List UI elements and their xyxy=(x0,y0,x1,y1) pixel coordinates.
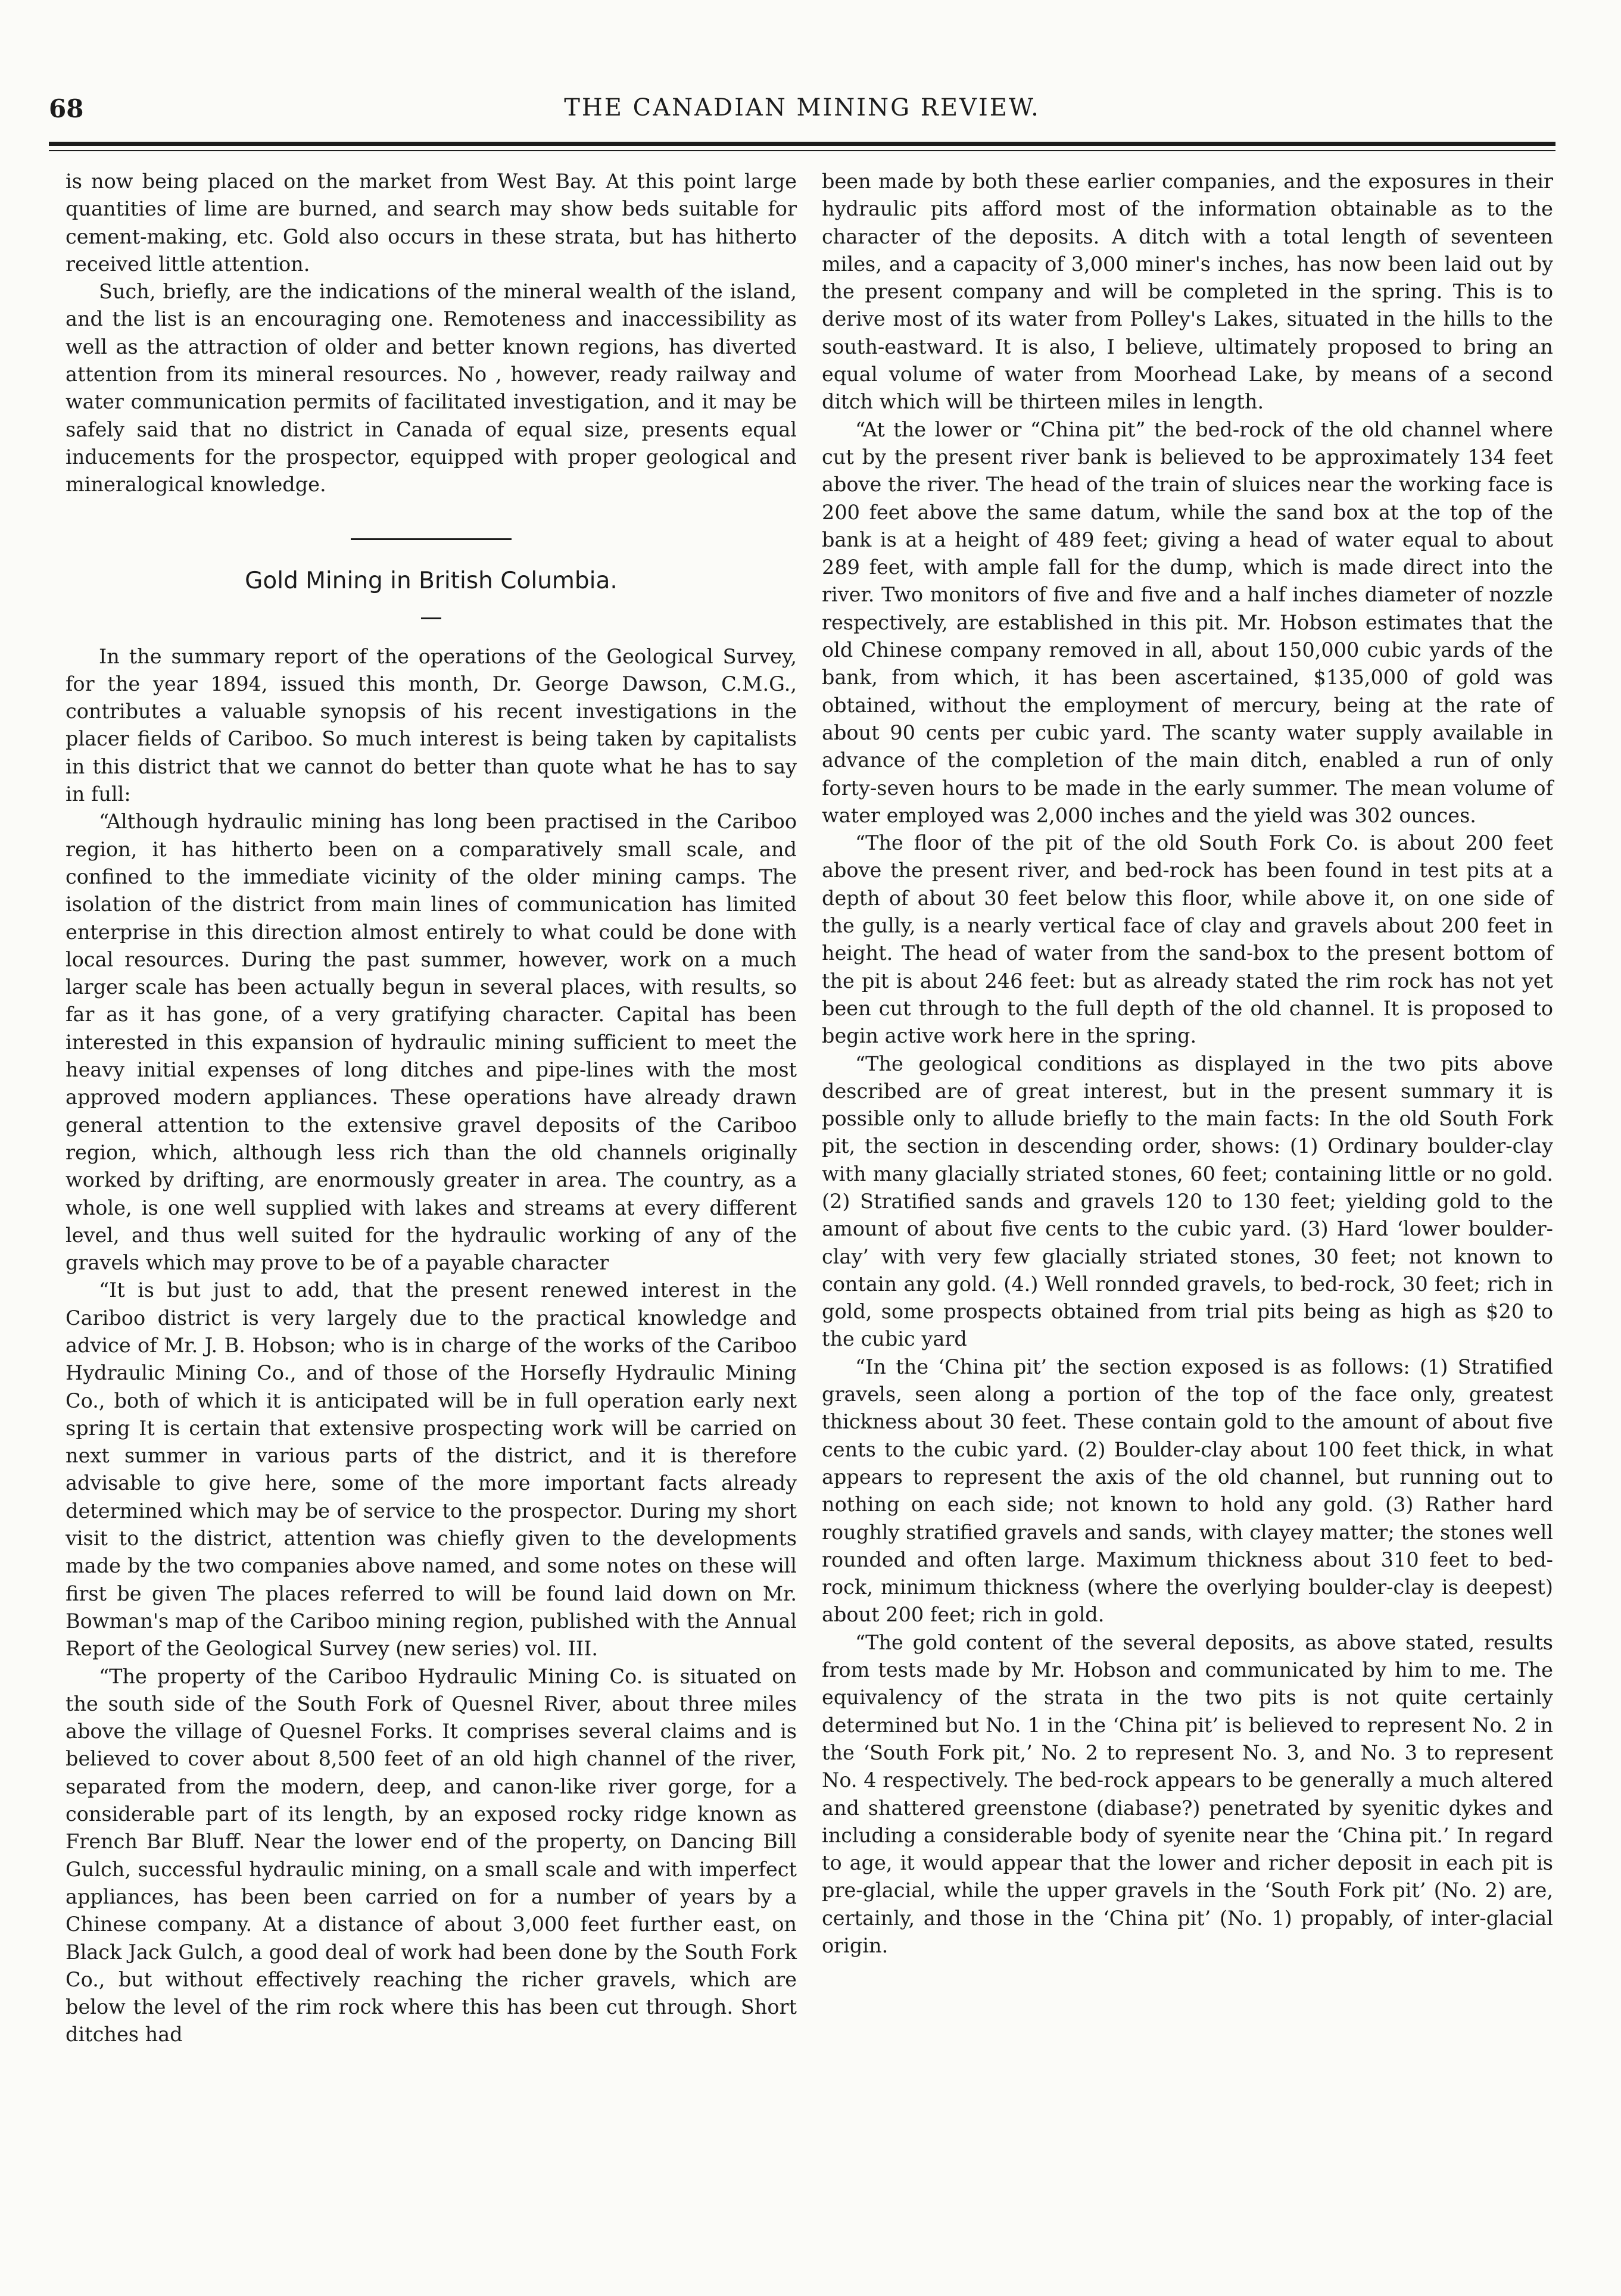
title-dash xyxy=(421,617,441,619)
paragraph: is now being placed on the market from West Bay. At this point large quantities of lime are burned, and search may show beds suitable for cement-making, etc. Gold also occurs in these strata, but has hitherto received little attention. xyxy=(66,170,797,276)
paragraph: “The geological conditions as displayed in the two pits above described are of great interest, but in the present summary it is possible only to allude briefly to the main facts: In the old South Fork pit, the section in descending order, shows: (1) Ordinary boulder-clay with many glacially striated stones, 60 feet; containing little or no gold. (2) Stratified sands and gravels 120 to 130 feet; yielding gold to the amount of about five cents to the cubic yard. (3) Hard ‘lower boulder-clay’ with very few glacially striated stones, 30 feet; not known to contain any gold. (4.) Well ronnded gravels, to bed-rock, 30 feet; rich in gold, some prospects obtained from trial pits being as high as $20 to the cubic yard xyxy=(822,1052,1553,1351)
article-title: Gold Mining in British Columbia. xyxy=(245,567,618,594)
left-column xyxy=(66,168,797,2049)
header-rule-thin xyxy=(49,150,1555,151)
page-number: 68 xyxy=(49,94,84,123)
section-divider xyxy=(351,538,512,540)
paragraph: “In the ‘China pit’ the section exposed is as follows: (1) Stratified gravels, seen along a portion of the top of the face only, greatest thickness about 30 feet. These contain gold to the amount of about five cents to the cubic yard. (2) Boulder-clay about 100 feet thick, in what appears to represent the axis of the old channel, but running out to nothing on each side; not known to hold any gold. (3) Rather hard roughly stratified gravels and sands, with clayey matter; the stones well rounded and often large. Maximum thickness about 310 feet to bed-rock, minimum thickness (where the overlying boulder-clay is deepest) about 200 feet; rich in gold. xyxy=(822,1355,1553,1627)
paragraph: “It is but just to add, that the present renewed interest in the Cariboo district is very largely due to the practical knowledge and advice of Mr. J. B. Hobson; who is in charge of the works of the Cariboo Hydraulic Mining Co., and of those of the Horsefly Hydraulic Mining Co., both of which it is anticipated will be in full operation early next spring It is certain that extensive prospecting work will be carried on next summer in various parts of the district, and it is therefore advisable to give here, some of the more important facts already determined which may be of service to the prospector. During my short visit to the district, attention was chiefly given to the developments made by the two companies above named, and some notes on these will first be given The places referred to will be found laid down on Mr. Bowman's map of the Cariboo mining region, published with the Annual Report of the Geological Survey (new series) vol. III. xyxy=(66,1278,797,1661)
header-rule-thick xyxy=(49,142,1555,146)
paragraph: “The gold content of the several deposits, as above stated, results from tests made by Mr. Hobson and communicated by him to me. The equivalency of the strata in the two pits is not quite certainly determined but No. 1 in the ‘China pit’ is believed to represent No. 2 in the ‘South Fork pit,’ No. 2 to represent No. 3, and No. 3 to represent No. 4 respectively. The bed-rock appears to be generally a much altered and shattered greenstone (diabase?) penetrated by syenitic dykes and including a considerable body of syenite near the ‘China pit.’ In regard to age, it would appear that the lower and richer deposit in each pit is pre-glacial, while the upper gravels in the ‘South Fork pit’ (No. 2) are, certainly, and those in the ‘China pit’ (No. 1) propably, of inter-glacial origin. xyxy=(822,1630,1553,1957)
paragraph: “Although hydraulic mining has long been practised in the Cariboo region, it has hitherto been on a comparatively small scale, and confined to the immediate vicinity of the older mining camps. The isolation of the district from main lines of communication has limited enterprise in this direction almost entirely to what could be done with local resources. During the past summer, however, work on a much larger scale has been actually begun in several places, with results, so far as it has gone, of a very gratifying character. Capital has been interested in this expansion of hydraulic mining sufficient to meet the heavy initial expenses of long ditches and pipe-lines with the most approved modern appliances. These operations have already drawn general attention to the extensive gravel deposits of the Cariboo region, which, although less rich than the old channels originally worked by drifting, are enormously greater in area. The country, as a whole, is one well supplied with lakes and streams at every different level, and thus well suited for the hydraulic working of any of the gravels which may prove to be of a payable character xyxy=(66,810,797,1275)
paragraph: Such, briefly, are the indications of the mineral wealth of the island, and the list is an encouraging one. Remoteness and inaccessibility as well as the attraction of older and better known regions, has diverted attention from its mineral resources. No , however, ready railway and water communication permits of facilitated investigation, and it may be safely said that no district in Canada of equal size, presents equal inducements for the prospector, equipped with proper geological and mineralogical knowledge. xyxy=(66,280,797,497)
page-header xyxy=(49,94,1555,130)
right-column xyxy=(822,168,1553,1960)
paragraph: “The property of the Cariboo Hydraulic Mining Co. is situated on the south side of the South Fork of Quesnel River, about three miles above the village of Quesnel Forks. It comprises several claims and is believed to cover about 8,500 feet of an old high channel of the river, separated from the modern, deep, and canon-like river gorge, for a considerable part of its length, by an exposed rocky ridge known as French Bar Bluff. Near the lower end of the property, on Dancing Bill Gulch, successful hydraulic mining, on a small scale and with imperfect appliances, has been been carried on for a number of years by a Chinese company. At a distance of about 3,000 feet further east, on Black Jack Gulch, a good deal of work had been done by the South Fork Co., but without effectively reaching the richer gravels, which are below the level of the rim rock where this has been cut through. Short ditches had xyxy=(66,1664,797,2047)
paragraph: been made by both these earlier companies, and the exposures in their hydraulic pits afford most of the information obtainable as to the character of the deposits. A ditch with a total length of seventeen miles, and a capacity of 3,000 miner's inches, has now been laid out by the present company and will be completed in the spring. This is to derive most of its water from Polley's Lakes, situated in the hills to the south-eastward. It is also, I believe, ultimately proposed to bring an equal volume of water from Moorhead Lake, by means of a second ditch which will be thirteen miles in length. xyxy=(822,170,1553,414)
paragraph: “At the lower or “China pit” the bed-rock of the old channel where cut by the present river bank is believed to be approximately 134 feet above the river. The head of the train of sluices near the working face is 200 feet above the same datum, while the sand box at the top of the bank is at a height of 489 feet; giving a head of water equal to about 289 feet, with ample fall for the dump, which is made direct into the river. Two monitors of five and five and a half inches diameter of nozzle respectively, are established in this pit. Mr. Hobson estimates that the old Chinese company removed in all, about 150,000 cubic yards of the bank, from which, it has been ascertained, $135,000 of gold was obtained, without the employment of mercury, being at the rate of about 90 cents per cubic yard. The scanty water supply available in advance of the completion of the main ditch, enabled a run of only forty-seven hours to be made in the early summer. The mean volume of water employed was 2,000 inches and the yield was 302 ounces. xyxy=(822,417,1553,827)
journal-title: THE CANADIAN MINING REVIEW. xyxy=(564,94,1040,121)
paragraph: In the summary report of the operations of the Geological Survey, for the year 1894, issued this month, Dr. George Dawson, C.M.G., contributes a valuable synopsis of his recent investigations in the placer fields of Cariboo. So much interest is being taken by capitalists in this district that we cannot do better than quote what he has to say in full: xyxy=(66,644,797,806)
paragraph: “The floor of the pit of the old South Fork Co. is about 200 feet above the present river, and bed-rock has been found in test pits at a depth of about 30 feet below this floor, while above it, on one side of the gully, is a nearly vertical face of clay and gravels about 200 feet in height. The head of water from the sand-box to the present bottom of the pit is about 246 feet: but as already stated the rim rock has not yet been cut through to the full depth of the old channel. It is proposed to begin active work here in the spring. xyxy=(822,831,1553,1048)
